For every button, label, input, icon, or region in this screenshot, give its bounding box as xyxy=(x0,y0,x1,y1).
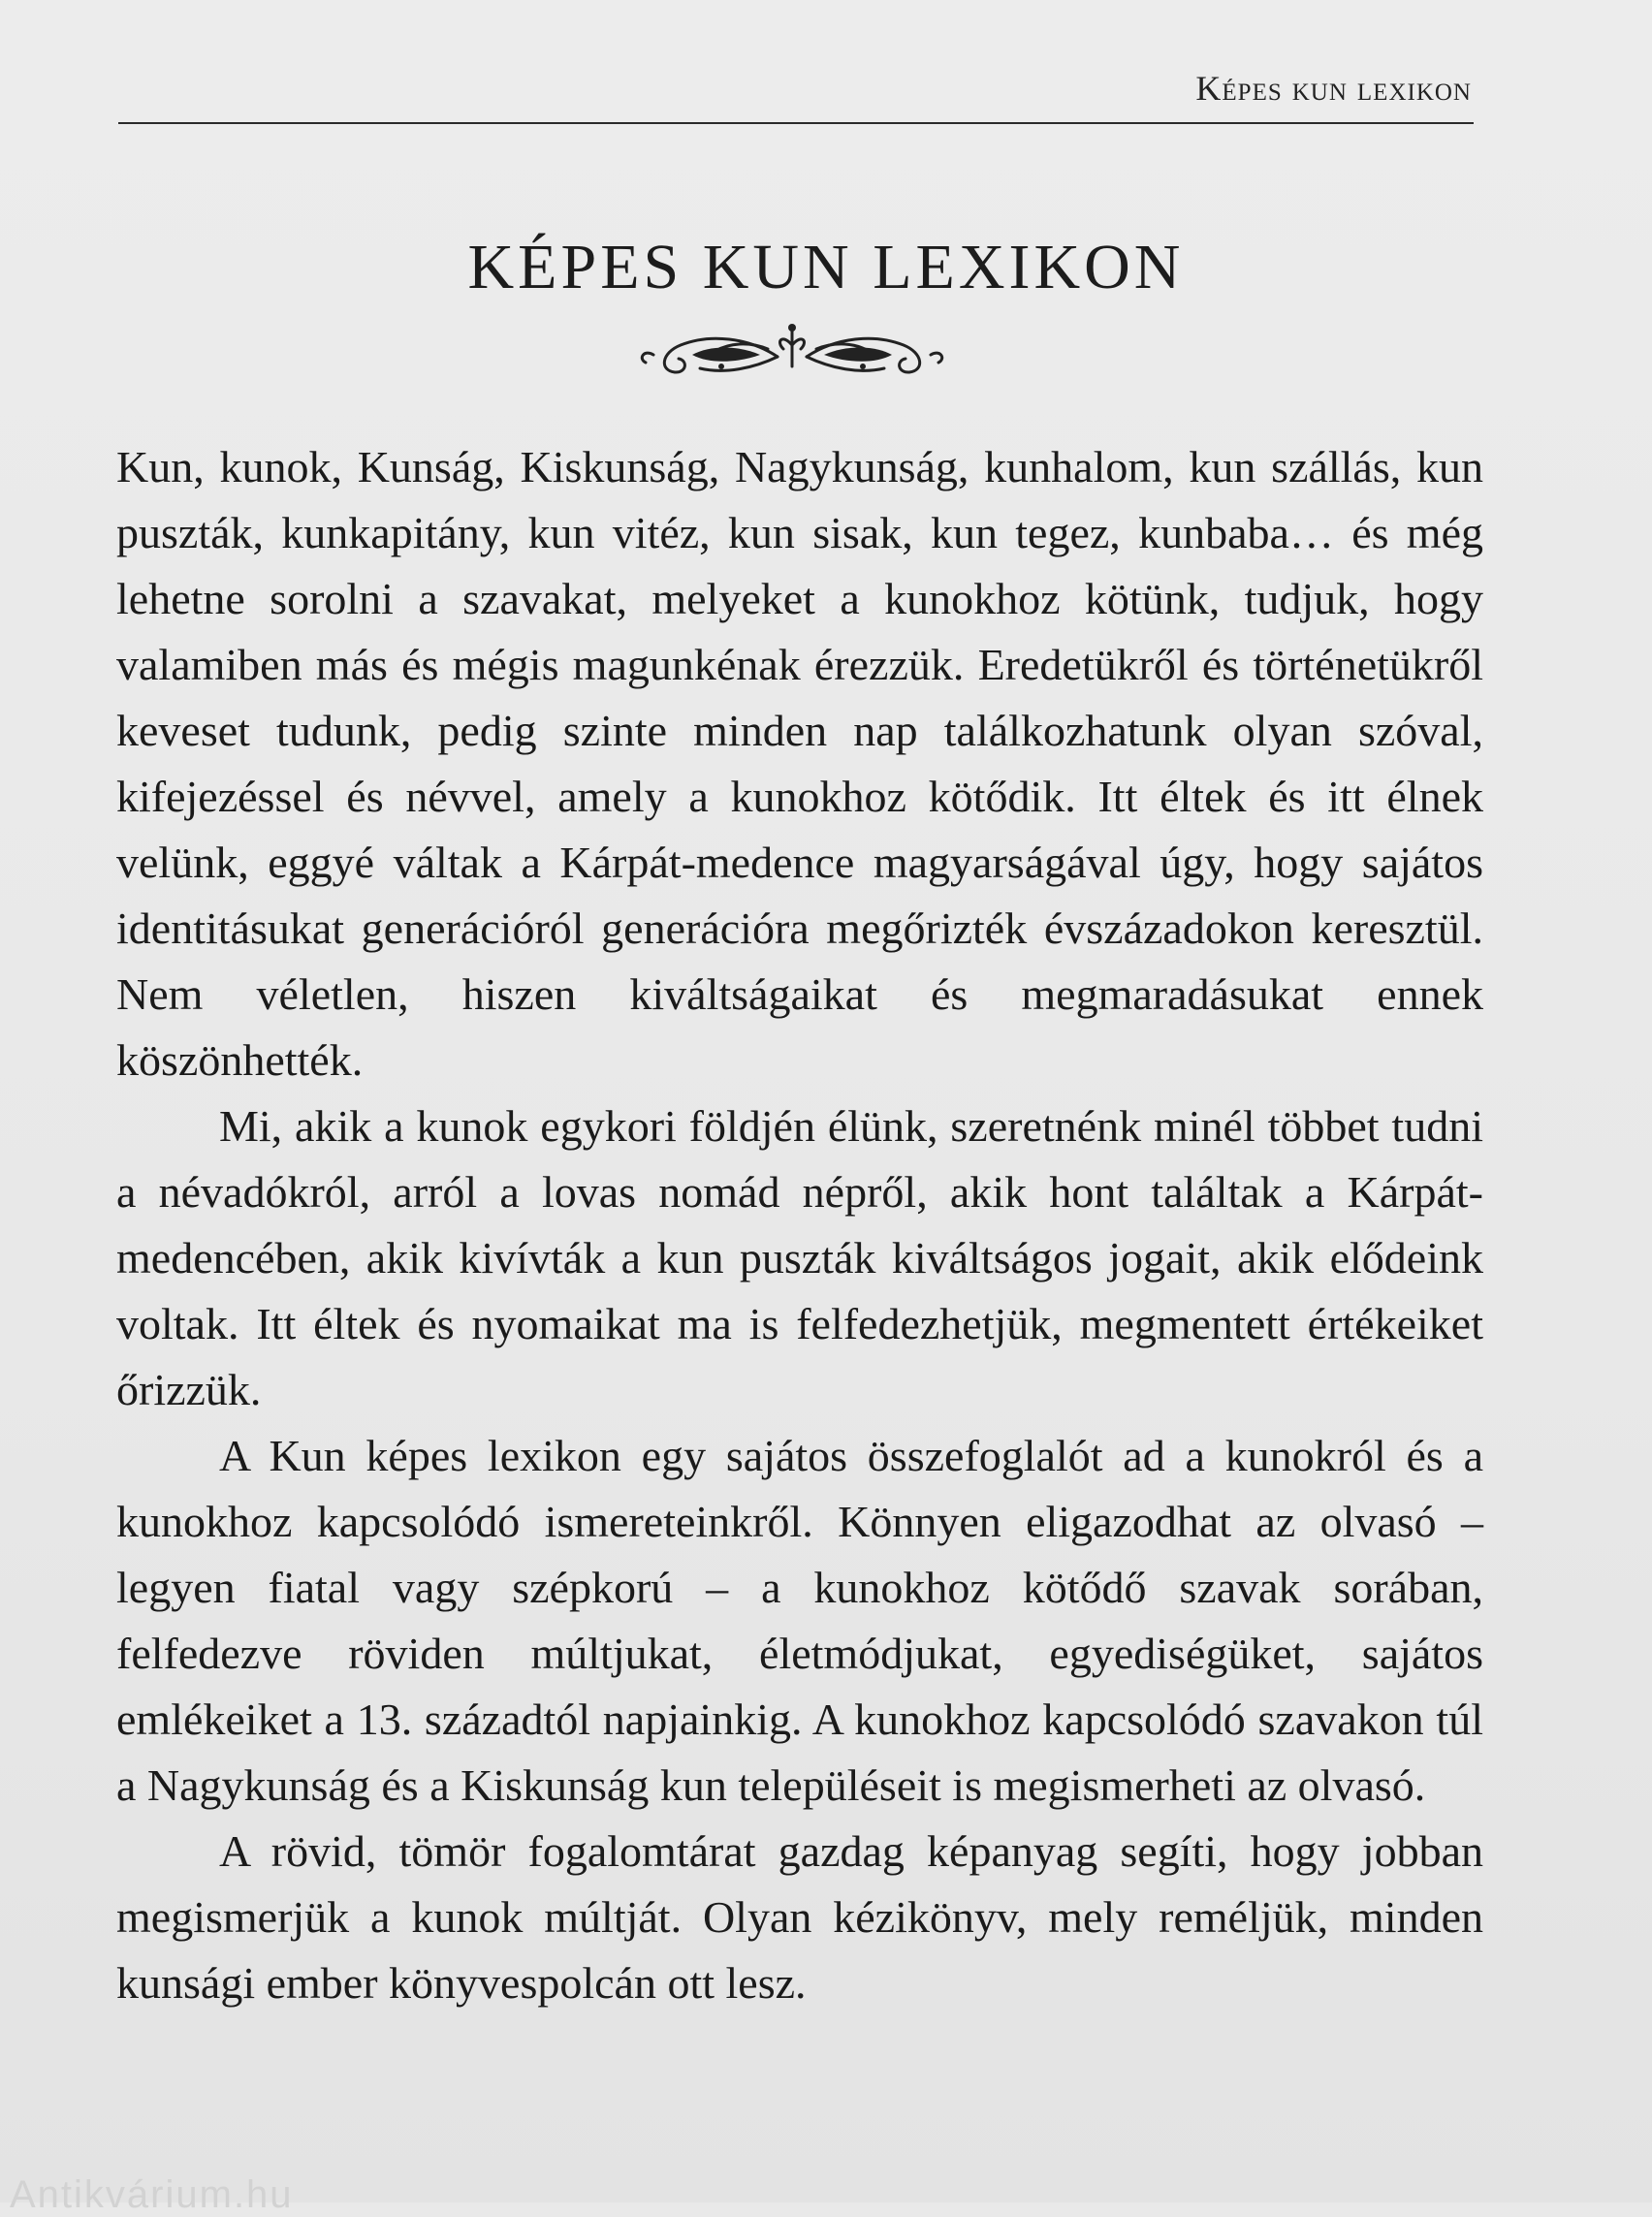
body-text xyxy=(116,434,1483,2016)
paragraph-2: Mi, akik a kunok egykori földjén élünk, szeretnénk minél többet tudni a névadókról, arról a lovas nomád népről, akik hont találtak a Kárpát-medencében, akik kivívták a kun puszták kiváltságos jogait, akik elődeink voltak. Itt éltek és nyomaikat ma is felfedezhetjük, megmentett értékeiket őrizzük. xyxy=(116,1101,1483,1414)
running-header: Képes kun lexikon xyxy=(1195,69,1472,108)
page-title: KÉPES KUN LEXIKON xyxy=(467,232,1185,302)
header-rule xyxy=(118,122,1474,124)
paragraph-1: Kun, kunok, Kunság, Kiskunság, Nagykunság, kunhalom, kun szállás, kun puszták, kunkapitány, kun vitéz, kun sisak, kun tegez, kunbaba… és még lehetne sorolni a szavakat, melyeket a kunokhoz kötünk, tudjuk, hogy valamiben más és mégis magunkénak érezzük. Eredetükről és történetükről keveset tudunk, pedig szinte minden nap találkozhatunk olyan szóval, kifejezéssel és névvel, amely a kunokhoz kötődik. Itt éltek és itt élnek velünk, eggyé váltak a Kárpát-medence magyarságával úgy, hogy sajátos identitásukat generációról generációra megőrizték évszázadokon keresztül. Nem véletlen, hiszen kiváltságaikat és megmaradásukat ennek köszönhették. xyxy=(116,442,1483,1085)
paragraph-4: A rövid, tömör fogalomtárat gazdag képanyag segíti, hogy jobban megismerjük a kunok múltját. Olyan kézikönyv, mely reméljük, minden kunsági ember könyvespolcán ott lesz. xyxy=(116,1826,1483,2008)
floral-flourish-icon xyxy=(632,320,952,388)
watermark: Antikvárium.hu xyxy=(10,2173,294,2216)
paragraph-3: A Kun képes lexikon egy sajátos összefoglalót ad a kunokról és a kunokhoz kapcsolódó ismereteinkről. Könnyen eligazodhat az olvasó – legyen fiatal vagy szépkorú – a kunokhoz kötődő szavak sorában, felfedezve röviden múltjukat, életmódjukat, egyediségüket, sajátos emlékeiket a 13. századtól napjainkig. A kunokhoz kapcsolódó szavakon túl a Nagykunság és a Kiskunság kun településeit is megismerheti az olvasó. xyxy=(116,1431,1483,1810)
